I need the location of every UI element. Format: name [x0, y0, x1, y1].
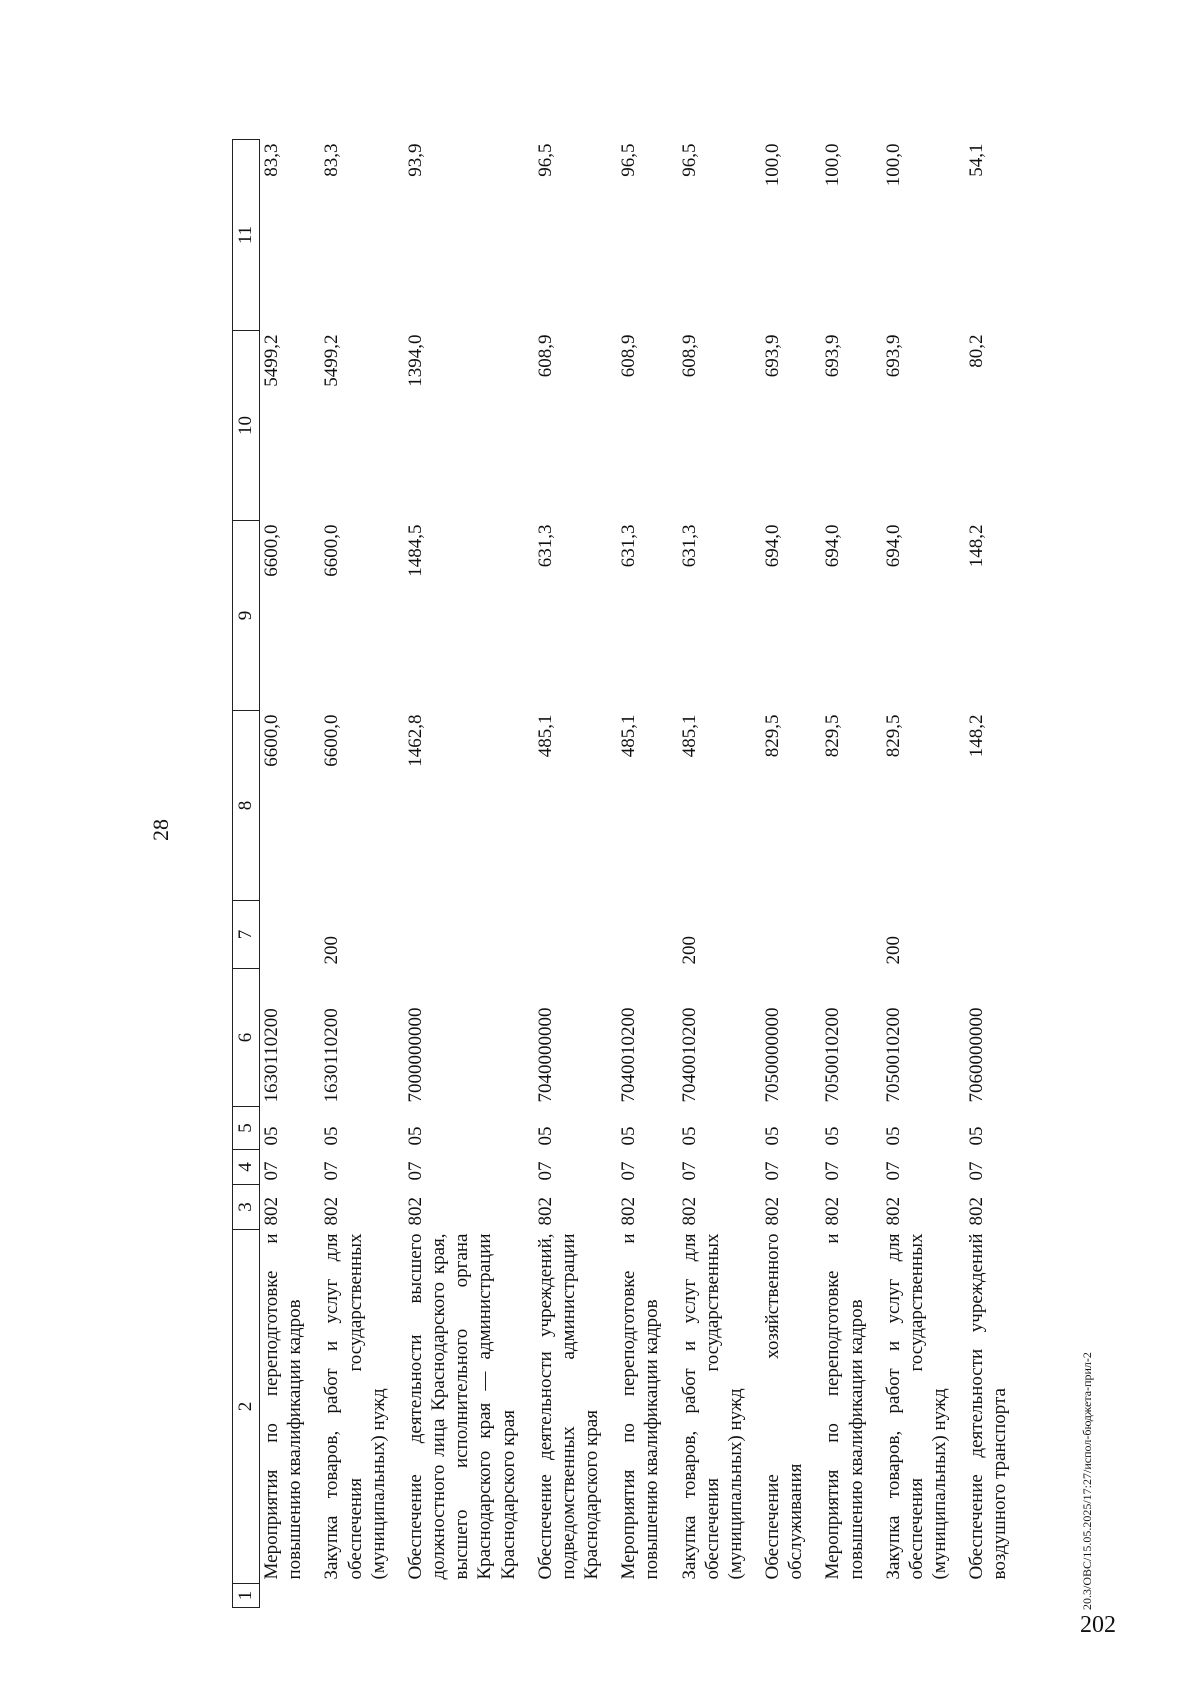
- col-header-6: 6: [233, 969, 260, 1107]
- cell-col-6: 7040010200: [618, 1007, 640, 1103]
- table-row: [320, 140, 404, 1608]
- cell-col-8: 485,1: [534, 714, 556, 758]
- cell-col-11: 83,3: [321, 143, 343, 177]
- cell-col-8: 485,1: [618, 714, 640, 758]
- cell-col-6: 7060000000: [966, 1007, 988, 1103]
- cell-col-11: 96,5: [534, 143, 556, 177]
- cell-col-5: 05: [404, 1126, 426, 1146]
- cell-col-5: 05: [882, 1126, 904, 1146]
- cell-col-9: 148,2: [966, 524, 988, 568]
- page-number: 28: [148, 819, 173, 841]
- cell-col-4: 07: [678, 1161, 700, 1181]
- rotated-page: [120, 50, 1094, 1610]
- col-header-8: 8: [233, 711, 260, 901]
- cell-col-3: 802: [882, 1197, 904, 1226]
- col-header-7: 7: [233, 901, 260, 969]
- cell-col-2: Обеспечение деятельности учреждений, подведомственных администрации Краснодарского края: [534, 1233, 603, 1580]
- cell-col-8: 829,5: [762, 714, 784, 758]
- col-header-9: 9: [233, 521, 260, 711]
- cell-col-4: 07: [762, 1161, 784, 1181]
- cell-col-11: 83,3: [261, 143, 282, 177]
- file-stamp: 20.3/ОВС/15.05.2025/17:27/испол-бюджета-прил-2: [1080, 1352, 1094, 1610]
- cell-col-7: [821, 901, 881, 969]
- col-header-10: 10: [233, 331, 260, 521]
- cell-col-9: 694,0: [882, 524, 904, 568]
- cell-col-6: 7000000000: [404, 1007, 426, 1103]
- cell-col-8: 829,5: [882, 714, 904, 758]
- cell-col-9: 6600,0: [321, 524, 343, 577]
- cell-col-4: 07: [882, 1161, 904, 1181]
- cell-col-1: [761, 1584, 821, 1608]
- cell-col-7: 200: [882, 936, 904, 965]
- cell-col-6: 7050010200: [882, 1007, 904, 1103]
- cell-col-6: 7040000000: [534, 1007, 556, 1103]
- table-row: [678, 140, 762, 1608]
- cell-col-9: 1484,5: [404, 524, 426, 577]
- cell-col-7: [965, 901, 1025, 969]
- cell-col-11: 100,0: [882, 143, 904, 187]
- cell-col-1: [320, 1584, 404, 1608]
- cell-col-3: 802: [618, 1197, 640, 1226]
- cell-col-1: [965, 1584, 1025, 1608]
- cell-col-7: [260, 901, 321, 969]
- cell-col-3: 802: [534, 1197, 556, 1226]
- cell-col-1: [678, 1584, 762, 1608]
- cell-col-2: Закупка товаров, работ и услуг для обеспечения государственных (муниципальных) нужд: [321, 1233, 389, 1580]
- cell-col-3: 802: [261, 1197, 282, 1226]
- cell-col-9: 631,3: [618, 524, 640, 568]
- cell-col-3: 802: [678, 1197, 700, 1226]
- cell-col-11: 100,0: [762, 143, 784, 187]
- cell-col-9: 631,3: [678, 524, 700, 568]
- table-row: [534, 140, 618, 1608]
- cell-col-2: Мероприятия по переподготовке и повышению квалификации кадров: [618, 1233, 663, 1580]
- cell-col-7: [404, 901, 534, 969]
- cell-col-3: 802: [321, 1197, 343, 1226]
- cell-col-9: 694,0: [822, 524, 844, 568]
- cell-col-11: 96,5: [618, 143, 640, 177]
- cell-col-4: 07: [534, 1161, 556, 1181]
- cell-col-2: Мероприятия по переподготовке и повышению квалификации кадров: [261, 1233, 306, 1580]
- table-row: [260, 140, 321, 1608]
- cell-col-2: Мероприятия по переподготовке и повышению квалификации кадров: [822, 1233, 867, 1580]
- table-header-row: [233, 140, 260, 1608]
- cell-col-10: 693,9: [822, 334, 844, 378]
- cell-col-8: 148,2: [966, 714, 988, 758]
- cell-col-10: 80,2: [966, 334, 988, 368]
- table-row: [617, 140, 677, 1608]
- cell-col-6: 7050010200: [822, 1007, 844, 1103]
- cell-col-4: 07: [261, 1161, 282, 1181]
- cell-col-4: 07: [618, 1161, 640, 1181]
- cell-col-4: 07: [822, 1161, 844, 1181]
- cell-col-1: [821, 1584, 881, 1608]
- cell-col-11: 96,5: [678, 143, 700, 177]
- cell-col-6: 1630110200: [321, 1008, 343, 1103]
- budget-table: [232, 139, 1026, 1608]
- cell-col-5: 05: [534, 1126, 556, 1146]
- cell-col-1: [404, 1584, 534, 1608]
- table-row: [965, 140, 1025, 1608]
- cell-col-6: 7040010200: [678, 1007, 700, 1103]
- cell-col-11: 93,9: [404, 143, 426, 177]
- cell-col-6: 7050000000: [762, 1007, 784, 1103]
- cell-col-9: 6600,0: [261, 524, 282, 577]
- col-header-11: 11: [233, 140, 260, 331]
- cell-col-4: 07: [321, 1161, 343, 1181]
- col-header-2: 2: [233, 1230, 260, 1584]
- col-header-3: 3: [233, 1185, 260, 1230]
- table-row: [404, 140, 534, 1608]
- cell-col-3: 802: [966, 1197, 988, 1226]
- cell-col-1: [882, 1584, 966, 1608]
- cell-col-11: 54,1: [966, 143, 988, 177]
- cell-col-8: 6600,0: [261, 714, 282, 767]
- cell-col-8: 829,5: [822, 714, 844, 758]
- cell-col-5: 05: [966, 1126, 988, 1146]
- cell-col-2: Закупка товаров, работ и услуг для обеспечения государственных (муниципальных) нужд: [678, 1233, 746, 1580]
- cell-col-2: Обеспечение хозяйственного обслуживания: [762, 1233, 807, 1580]
- cell-col-2: Обеспечение деятельности высшего должностного лица Краснодарского края, высшего исполнительного органа Краснодарского края — администрации Краснодарского края: [404, 1233, 519, 1580]
- table-row: [821, 140, 881, 1608]
- footer-page-number: 202: [1080, 1612, 1116, 1638]
- cell-col-5: 05: [822, 1126, 844, 1146]
- cell-col-1: [617, 1584, 677, 1608]
- cell-col-10: 5499,2: [261, 334, 282, 387]
- cell-col-11: 100,0: [822, 143, 844, 187]
- cell-col-6: 1630110200: [261, 1008, 282, 1103]
- cell-col-10: 608,9: [534, 334, 556, 378]
- cell-col-3: 802: [404, 1197, 426, 1226]
- cell-col-9: 631,3: [534, 524, 556, 568]
- col-header-4: 4: [233, 1150, 260, 1185]
- cell-col-8: 1462,8: [404, 714, 426, 767]
- cell-col-2: Закупка товаров, работ и услуг для обеспечения государственных (муниципальных) нужд: [882, 1233, 951, 1580]
- cell-col-5: 05: [261, 1126, 282, 1146]
- cell-col-5: 05: [678, 1126, 700, 1146]
- col-header-5: 5: [233, 1107, 260, 1150]
- col-header-1: 1: [233, 1584, 260, 1608]
- cell-col-1: [260, 1584, 321, 1608]
- cell-col-10: 1394,0: [404, 334, 426, 387]
- cell-col-8: 6600,0: [321, 714, 343, 767]
- cell-col-2: Обеспечение деятельности учреждений воздушного транспорта: [966, 1233, 1011, 1580]
- cell-col-10: 608,9: [618, 334, 640, 378]
- cell-col-10: 608,9: [678, 334, 700, 378]
- table-row: [882, 140, 966, 1608]
- cell-col-3: 802: [762, 1197, 784, 1226]
- cell-col-5: 05: [618, 1126, 640, 1146]
- cell-col-3: 802: [822, 1197, 844, 1226]
- cell-col-10: 693,9: [762, 334, 784, 378]
- cell-col-9: 694,0: [762, 524, 784, 568]
- cell-col-4: 07: [966, 1161, 988, 1181]
- cell-col-7: [761, 901, 821, 969]
- cell-col-7: [534, 901, 618, 969]
- table-row: [761, 140, 821, 1608]
- cell-col-7: [617, 901, 677, 969]
- cell-col-7: 200: [678, 936, 700, 965]
- cell-col-7: 200: [321, 936, 343, 965]
- cell-col-5: 05: [762, 1126, 784, 1146]
- cell-col-1: [534, 1584, 618, 1608]
- cell-col-5: 05: [321, 1126, 343, 1146]
- cell-col-10: 5499,2: [321, 334, 343, 387]
- cell-col-8: 485,1: [678, 714, 700, 758]
- cell-col-4: 07: [404, 1161, 426, 1181]
- cell-col-10: 693,9: [882, 334, 904, 378]
